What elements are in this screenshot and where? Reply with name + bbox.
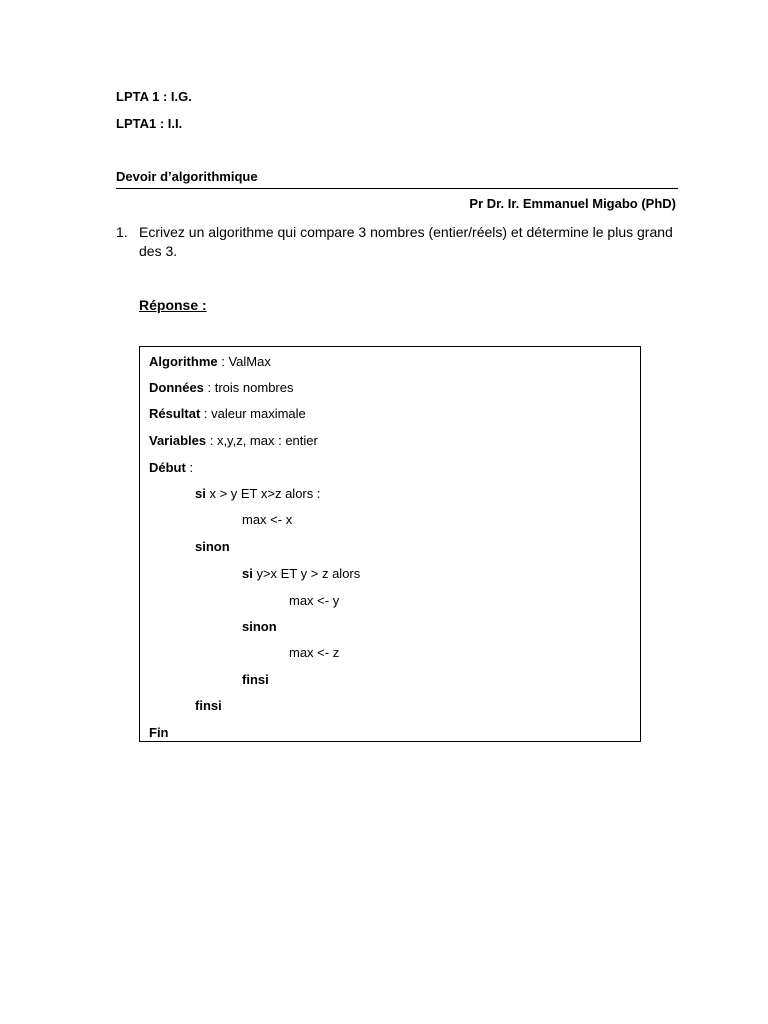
algo-text: x > y ET x>z alors : xyxy=(205,486,321,501)
question-number: 1. xyxy=(116,224,128,240)
algo-line xyxy=(149,459,193,476)
algo-keyword: Fin xyxy=(149,725,169,740)
algo-line xyxy=(195,485,320,502)
algo-keyword: Début xyxy=(149,460,186,475)
algorithm-box xyxy=(139,346,641,742)
question-text: Ecrivez un algorithme qui compare 3 nombres (entier/réels) et détermine le plus grand des 3. xyxy=(139,224,673,259)
header-line-2: LPTA1 : I.I. xyxy=(116,116,183,131)
algo-keyword: Résultat xyxy=(149,406,201,421)
algo-text: : valeur maximale xyxy=(200,406,306,421)
algo-text: max <- x xyxy=(242,512,293,527)
algo-line xyxy=(149,405,306,422)
algo-line xyxy=(195,538,230,555)
algo-line xyxy=(242,565,360,582)
algo-line xyxy=(149,353,271,370)
algo-line xyxy=(242,671,269,688)
algo-keyword: finsi xyxy=(195,698,222,713)
algo-text: : xyxy=(185,460,194,475)
algo-text: : trois nombres xyxy=(203,380,294,395)
algo-line xyxy=(289,644,339,661)
algo-text: max <- y xyxy=(289,593,340,608)
algo-text: max <- z xyxy=(289,645,340,660)
algo-line xyxy=(242,618,277,635)
algo-keyword: sinon xyxy=(195,539,230,554)
algo-keyword: si xyxy=(195,486,206,501)
algo-text: : ValMax xyxy=(217,354,271,369)
algo-line xyxy=(289,592,339,609)
algo-keyword: sinon xyxy=(242,619,277,634)
algo-keyword: si xyxy=(242,566,253,581)
algo-keyword: Variables xyxy=(149,433,207,448)
algo-line xyxy=(242,511,292,528)
algo-line xyxy=(149,379,294,396)
question-1 xyxy=(116,223,676,261)
algo-text: : x,y,z, max : entier xyxy=(206,433,318,448)
algo-keyword: Algorithme xyxy=(149,354,218,369)
author-name: Pr Dr. Ir. Emmanuel Migabo (PhD) xyxy=(469,196,676,211)
document-title: Devoir d’algorithmique xyxy=(116,169,258,184)
answer-label: Réponse : xyxy=(139,297,207,313)
algo-keyword: Données xyxy=(149,380,204,395)
title-block xyxy=(116,168,678,189)
header-line-1: LPTA 1 : I.G. xyxy=(116,89,192,104)
algo-line xyxy=(149,724,169,741)
algo-text: y>x ET y > z alors xyxy=(252,566,361,581)
algo-keyword: finsi xyxy=(242,672,269,687)
algo-line xyxy=(195,697,222,714)
algo-line xyxy=(149,432,318,449)
